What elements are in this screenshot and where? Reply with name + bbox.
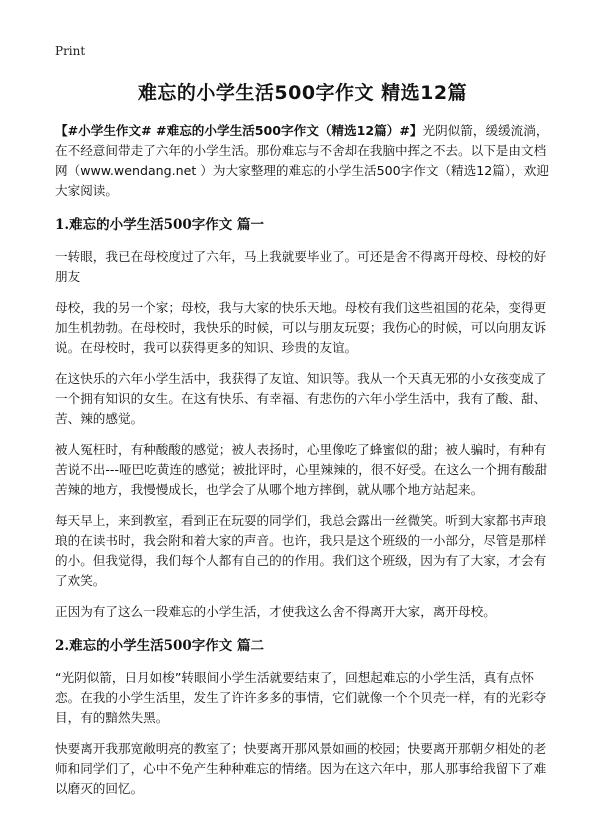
paragraph: 母校，我的另一个家；母校，我与大家的快乐天地。母校有我们这些祖国的花朵，变得更加生机勃勃。在母校时，我快乐的时候，可以与朋友玩耍；我伤心的时候，可以向朋友诉说。在母校时，我可以获得更多的知识、珍贵的友谊。 <box>55 300 547 355</box>
document-title: 难忘的小学生活500字作文 精选12篇 <box>137 82 468 104</box>
paragraph: 被人冤枉时，有种酸酸的感觉；被人表扬时，心里像吃了蜂蜜似的甜；被人骗时，有种有苦说不出---哑巴吃黄连的感觉；被批评时，心里辣辣的，很不好受。在这么一个拥有酸甜苦辣的地方，我慢慢成长，也学会了从哪个地方摔倒，就从哪个地方站起来。 <box>55 442 548 497</box>
paragraph: “光阴似箭，日月如梭”转眼间小学生活就要结束了，回想起难忘的小学生活，真有点怀恋。在我的小学生活里，发生了许许多多的事情，它们就像一个个贝壳一样，有的光彩夺目，有的黯然失黑。 <box>55 670 547 725</box>
intro-tag-line: 【#小学生作文# #难忘的小学生活500字作文（精选12篇）#】 <box>55 123 423 138</box>
paragraph: 每天早上，来到教室，看到正在玩耍的同学们，我总会露出一丝微笑。听到大家都书声琅琅的在读书时，我会附和着大家的声音。也许，我只是这个班级的一小部分，尽管是那样的小。但我觉得，我们每个人都有自己的的作用。我们这个班级，因为有了大家，才会有了欢笑。 <box>55 513 547 588</box>
document-body <box>55 78 550 810</box>
paragraph: 一转眼，我已在母校度过了六年，马上我就要毕业了。可还是舍不得离开母校、母校的好朋友 <box>55 249 547 284</box>
paragraph: 快要离开我那宽敞明亮的教室了；快要离开那风景如画的校园；快要离开那朝夕相处的老师和同学们了，心中不免产生种种难忘的情绪。因为在这六年中，那人那事给我留下了难以磨灭的回忆。 <box>55 741 547 796</box>
print-link[interactable]: Print <box>55 44 86 58</box>
intro-paragraph <box>55 121 550 201</box>
paragraph: 正因为有了这么一段难忘的小学生活，才使我这么舍不得离开大家，离开母校。 <box>55 604 496 619</box>
intro-text: 光阴似箭，缓缓流淌，在不经意间带走了六年的小学生活。那份难忘与不舍却在我脑中挥之不去。以下是由文档网（www.wendang.net ）为大家整理的难忘的小学生活500字作文（精选12篇），欢迎大家阅读。 <box>55 123 549 198</box>
section-heading-1: 1.难忘的小学生活500字作文 篇一 <box>55 217 264 233</box>
paragraph: 在这快乐的六年小学生活中，我获得了友谊、知识等。我从一个天真无邪的小女孩变成了一个拥有知识的女生。在这有快乐、有幸福、有悲伤的六年小学生活中，我有了酸、甜、苦、辣的感觉。 <box>55 371 547 426</box>
section-heading-2: 2.难忘的小学生活500字作文 篇二 <box>55 638 264 654</box>
